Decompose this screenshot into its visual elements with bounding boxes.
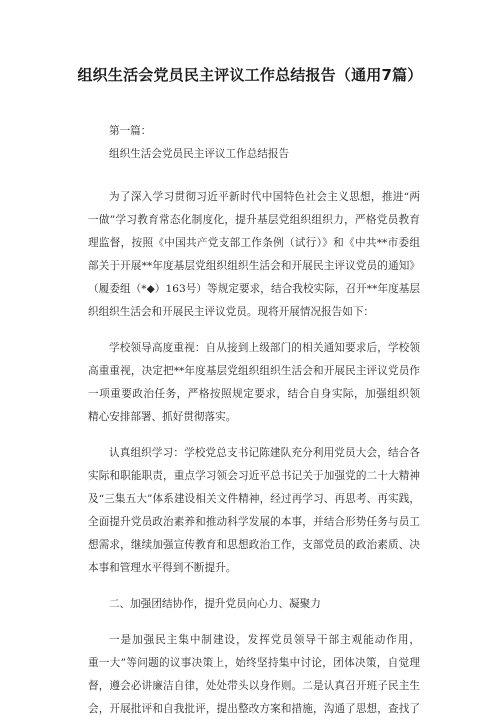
section-title: 组织生活会党员民主评议工作总结报告 xyxy=(109,148,290,160)
document-body xyxy=(88,120,420,721)
text-line: 本事和管理水平得到不断提升。 xyxy=(88,562,237,574)
text-line: 全面提升党员政治素养和推动科学发展的本事，并结合形势任务与员工 xyxy=(88,516,420,528)
text-line: 二、加强团结协作，提升党员向心力、凝聚力 xyxy=(109,598,321,610)
paragraph-intro xyxy=(88,186,420,324)
text-line: 为了深入学习贯彻习近平新时代中国特色社会主义思想，推进“两 xyxy=(109,191,420,203)
paragraph-study xyxy=(88,442,420,580)
text-line: 实际和职能职责，重点学习领会习近平总书记关于加强党的二十大精神 xyxy=(88,470,420,482)
text-line: 想需求，继续加强宣传教育和思想政治工作，支部党员的政治素质、决 xyxy=(88,539,420,551)
text-line: 精心安排部署、抓好贯彻落实。 xyxy=(88,411,237,423)
document-title: 组织生活会党员民主评议工作总结报告（通用7篇） xyxy=(77,66,423,84)
text-line: 织组织生活会和开展民主评议党员。现将开展情况报告如下： xyxy=(88,306,375,318)
text-line: （履委组（*◆）163号）等规定要求，结合我校实际，召开**年度基层 xyxy=(88,283,420,295)
text-line: 理监督，按照《中国共产党支部工作条例（试行）》和《中共**市委组 xyxy=(88,237,420,249)
text-line: 一是加强民主集中制建设，发挥党员领导干部主观能动作用， xyxy=(109,634,420,646)
text-line: 学校领导高度重视：自从接到上级部门的相关通知要求后，学校领 xyxy=(109,342,420,354)
section-label: 第一篇： xyxy=(109,125,152,137)
text-line: 及“三集五大”体系建设相关文件精神，经过再学习、再思考、再实践， xyxy=(88,493,420,505)
text-line: 会，开展批评和自我批评，提出整改方案和措施，沟通了思想，查找了 xyxy=(88,703,420,715)
text-line: 部关于开展**年度基层党组织组织生活会和开展民主评议党员的通知》 xyxy=(88,260,420,272)
text-line: 认真组织学习：学校党总支书记陈建队充分利用党员大会，结合各 xyxy=(109,447,420,459)
subheading-unity xyxy=(88,593,420,616)
paragraph-democratic-centralism xyxy=(88,629,420,721)
text-line: 重一大”等问题的议事决策上，始终坚持集中讨论，团体决策，自觉理 xyxy=(88,657,420,669)
text-line: 高重重视，决定把**年度基层党组织组织生活会和开展民主评议党员作 xyxy=(88,365,420,377)
text-line: 督，遵会必讲廉洁自律，处处带头以身作则。二是认真召开班子民主生 xyxy=(88,680,420,692)
paragraph-leadership xyxy=(88,337,420,429)
text-line: 一项重要政治任务，严格按照规定要求，结合自身实际，加强组织领 xyxy=(88,388,420,400)
text-line: 一做”学习教育常态化制度化，提升基层党组织组织力，严格党员教育 xyxy=(88,214,420,226)
